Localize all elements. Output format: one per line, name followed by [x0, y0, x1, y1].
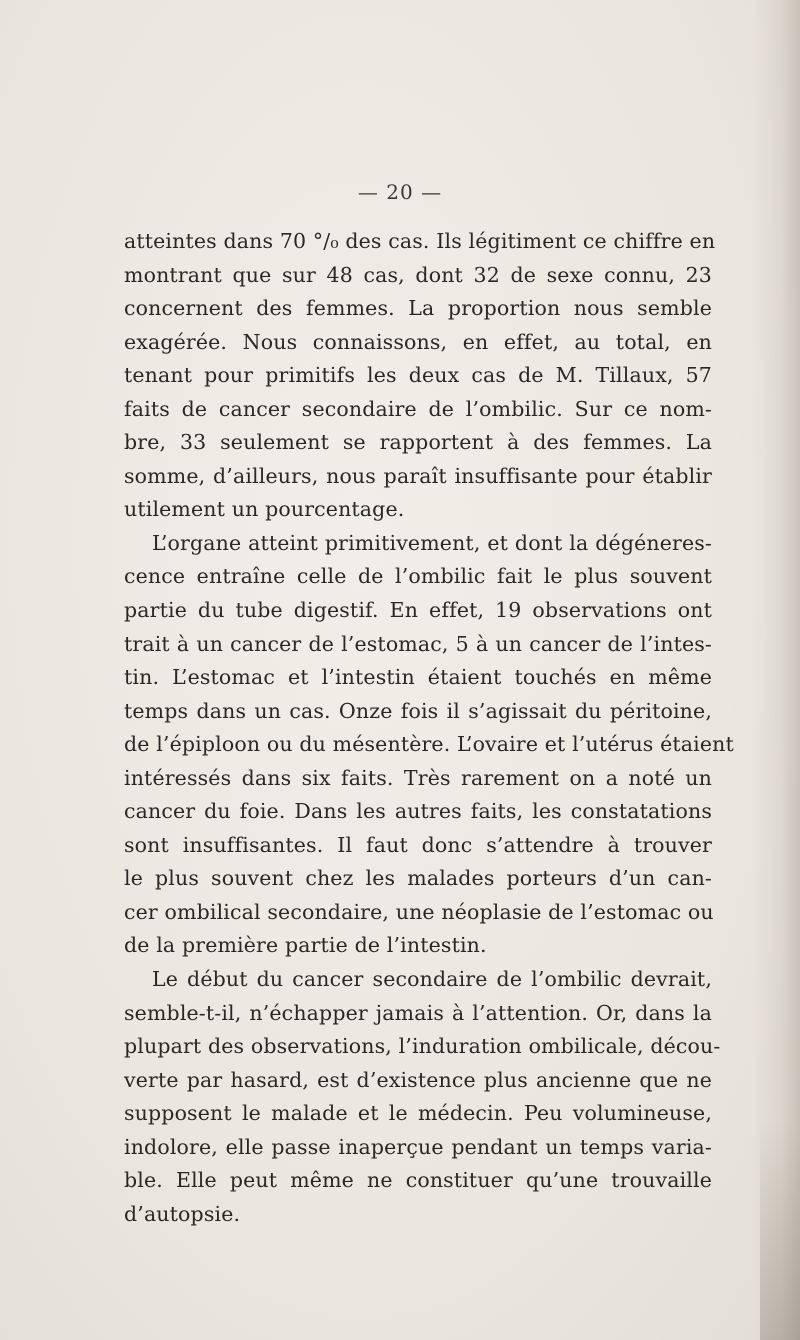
text-line: atteintes dans 70 °/₀ des cas. Ils légitiment ce chiffre en — [124, 229, 716, 253]
text-line: supposent le malade et le médecin. Peu volumineuse, — [124, 1101, 712, 1126]
text-line: concernent des femmes. La proportion nous semble — [124, 296, 712, 321]
page-corner-shadow — [760, 1120, 800, 1340]
text-line: sont insuffisantes. Il faut donc s’attendre à trouver — [124, 832, 712, 857]
text-line: verte par hasard, est d’existence plus ancienne que ne — [124, 1067, 712, 1092]
text-line: faits de cancer secondaire de l’ombilic. Sur ce nom- — [124, 396, 712, 421]
text-line: cancer du foie. Dans les autres faits, les constatations — [124, 799, 712, 824]
text-line: utilement un pourcentage. — [124, 497, 405, 522]
text-line: bre, 33 seulement se rapportent à des femmes. La — [124, 430, 712, 455]
text-line: de l’épiploon ou du mésentère. L’ovaire et l’utérus étaient — [124, 732, 734, 757]
text-line: plupart des observations, l’induration ombilicale, décou- — [124, 1034, 721, 1059]
text-line: exagérée. Nous connaissons, en effet, au total, en — [124, 329, 712, 354]
text-line: cer ombilical secondaire, une néoplasie de l’estomac ou — [124, 899, 714, 924]
text-line: L’organe atteint primitivement, et dont la dégéneres- — [152, 530, 712, 555]
text-line: trait à un cancer de l’estomac, 5 à un cancer de l’intes- — [124, 631, 712, 656]
text-line: Le début du cancer secondaire de l’ombilic devrait, — [152, 967, 712, 992]
text-line: indolore, elle passe inaperçue pendant un temps varia- — [124, 1134, 712, 1159]
text-line: somme, d’ailleurs, nous paraît insuffisante pour établir — [124, 463, 712, 488]
text-line: temps dans un cas. Onze fois il s’agissait du péritoine, — [124, 698, 712, 723]
text-line: le plus souvent chez les malades porteurs d’un can- — [124, 866, 712, 891]
text-line: d’autopsie. — [124, 1201, 241, 1226]
text-line: semble-t-il, n’échapper jamais à l’attention. Or, dans la — [124, 1000, 712, 1025]
text-line: partie du tube digestif. En effet, 19 observations ont — [124, 598, 712, 623]
text-line: montrant que sur 48 cas, dont 32 de sexe connu, 23 — [124, 262, 712, 287]
text-line: de la première partie de l’intestin. — [124, 933, 487, 958]
text-line: intéressés dans six faits. Très rarement on a noté un — [124, 765, 712, 790]
text-line: cence entraîne celle de l’ombilic fait le plus souvent — [124, 564, 712, 589]
text-line: tin. L’estomac et l’intestin étaient touchés en même — [124, 665, 712, 690]
page-number: — 20 — — [357, 180, 443, 204]
text-line: ble. Elle peut même ne constituer qu’une trouvaille — [124, 1168, 712, 1193]
body-text — [124, 225, 734, 1231]
text-line: tenant pour primitifs les deux cas de M. Tillaux, 57 — [124, 363, 712, 388]
